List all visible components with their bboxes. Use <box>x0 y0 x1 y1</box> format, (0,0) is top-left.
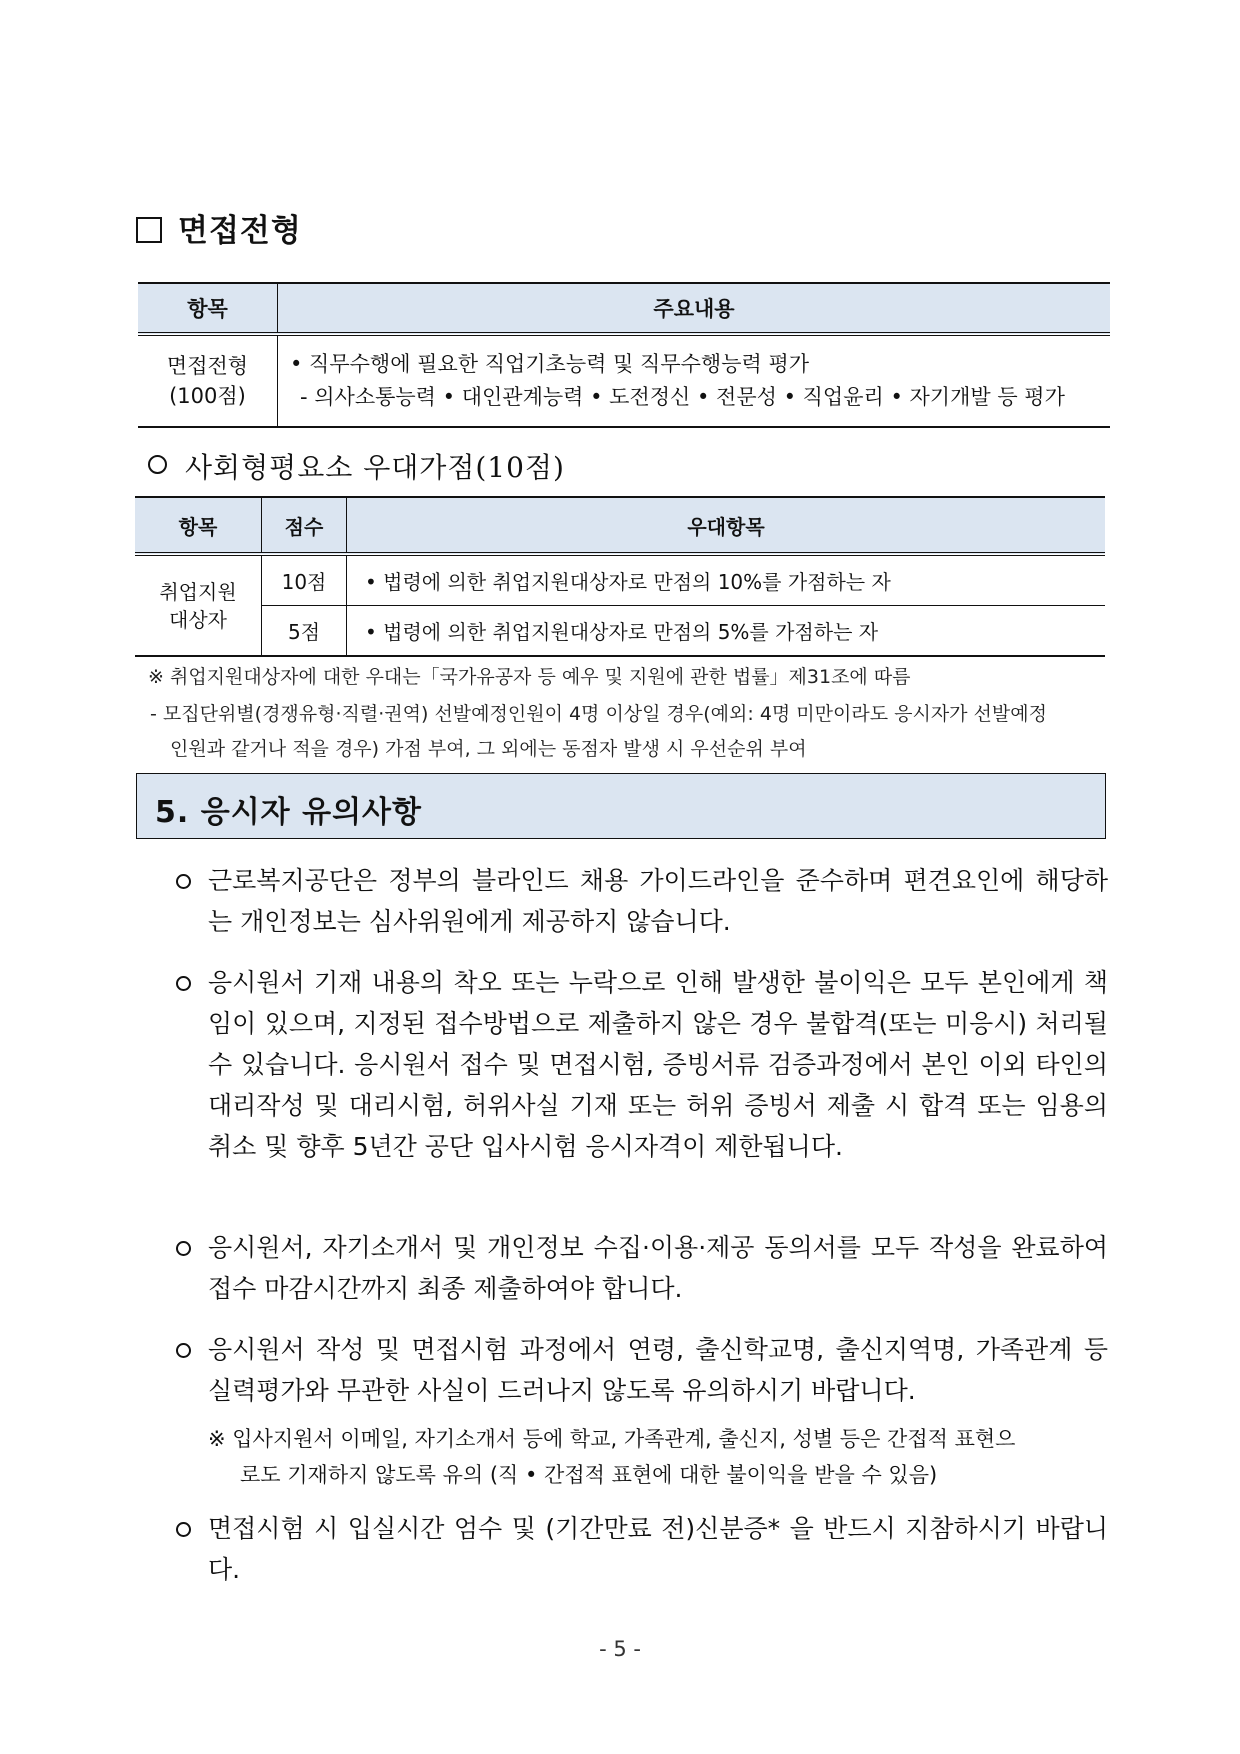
interview-table <box>138 282 1110 428</box>
item-cell <box>138 334 278 427</box>
score-cell: 10점 <box>262 554 347 606</box>
preference-cell: • 법령에 의한 취업지원대상자로 만점의 5%를 가점하는 자 <box>365 620 879 644</box>
table-row <box>135 554 1105 606</box>
note-line: ※ 취업지원대상자에 대한 우대는「국가유공자 등 예우 및 지원에 관한 법률」제31조에 따름 <box>148 666 911 688</box>
content-line: • 직무수행에 필요한 직업기초능력 및 직무수행능력 평가 <box>290 352 810 376</box>
list-item: 응시원서 기재 내용의 착오 또는 누락으로 인해 발생한 불이익은 모두 본인에게 책임이 있으며, 지정된 접수방법으로 제출하지 않은 경우 불합격(또는 미응시) 처리될 수 있습니다. 응시원서 접수 및 면접시험, 증빙서류 검증과정에서 본인 이외 타인의 대리작성 및 대리시험, 허위사실 기재 또는 허위 증빙서 제출 시 합격 또는 임용의 취소 및 향후 5년간 공단 입사시험 응시자격이 제한됩니다. <box>176 962 1108 1167</box>
hollow-circle-icon <box>148 455 167 474</box>
table-header-cell: 항목 <box>135 497 262 554</box>
preference-heading: 사회형평요소 우대가점(10점) <box>148 446 565 486</box>
item-name: 면접전형 <box>166 354 249 378</box>
preference-cell: • 법령에 의한 취업지원대상자로 만점의 10%를 가점하는 자 <box>347 554 1106 606</box>
section-title: 면접전형 <box>136 205 302 250</box>
table-header-row <box>138 283 1110 334</box>
preference-table <box>135 496 1105 657</box>
note-detail: - 모집단위별(경쟁유형·직렬·권역) 선발예정인원이 4명 이상일 경우(예외: 4명 미만이라도 응시자가 선발예정 인원과 같거나 적을 경우) 가점 부여, 그 외에는 동점자 발생 시 우선순위 부여 <box>150 703 1047 760</box>
list-item: 근로복지공단은 정부의 블라인드 채용 가이드라인을 준수하며 편견요인에 해당하는 개인정보는 심사위원에게 제공하지 않습니다. <box>176 860 1108 942</box>
content-subline: - 의사소통능력 • 대인관계능력 • 도전정신 • 전문성 • 직업윤리 • 자기개발 등 평가 <box>300 385 1065 409</box>
content-cell <box>278 334 1111 427</box>
table-header-cell: 주요내용 <box>278 283 1111 334</box>
table-header-cell: 항목 <box>138 283 278 334</box>
bullet-circle-icon <box>176 874 191 889</box>
section5-title: 5. 응시자 유의사항 <box>155 795 423 830</box>
sub-note: ※ 입사지원서 이메일, 자기소개서 등에 학교, 가족관계, 출신지, 성별 등은 간접적 표현으 로도 기재하지 않도록 유의 (직 • 간접적 표현에 대한 불이익을 받을 수 있음) <box>208 1427 1016 1487</box>
list-item: 면접시험 시 입실시간 엄수 및 (기간만료 전)신분증* 을 반드시 지참하시기 바랍니다. <box>176 1508 1108 1590</box>
group-cell: 취업지원 대상자 <box>135 554 262 656</box>
bullet-circle-icon <box>176 1522 191 1537</box>
table-header-cell: 우대항목 <box>347 497 1106 554</box>
checkbox-square-icon <box>136 217 162 243</box>
list-item: 응시원서, 자기소개서 및 개인정보 수집·이용·제공 동의서를 모두 작성을 완료하여 접수 마감시간까지 최종 제출하여야 합니다. <box>176 1227 1108 1309</box>
bullet-circle-icon <box>176 976 191 991</box>
bullet-circle-icon <box>176 1343 191 1358</box>
table-row <box>138 334 1110 427</box>
table-header-row <box>135 497 1105 554</box>
table-header-cell: 점수 <box>262 497 347 554</box>
table-row <box>135 606 1105 657</box>
page-number: - 5 - <box>599 1637 641 1661</box>
score-cell: 5점 <box>262 606 347 657</box>
section5-header <box>136 773 1106 839</box>
item-score: (100점) <box>169 384 246 408</box>
list-item: 응시원서 작성 및 면접시험 과정에서 연령, 출신학교명, 출신지역명, 가족관계 등 실력평가와 무관한 사실이 드러나지 않도록 유의하시기 바랍니다. <box>176 1329 1108 1411</box>
bullet-circle-icon <box>176 1241 191 1256</box>
